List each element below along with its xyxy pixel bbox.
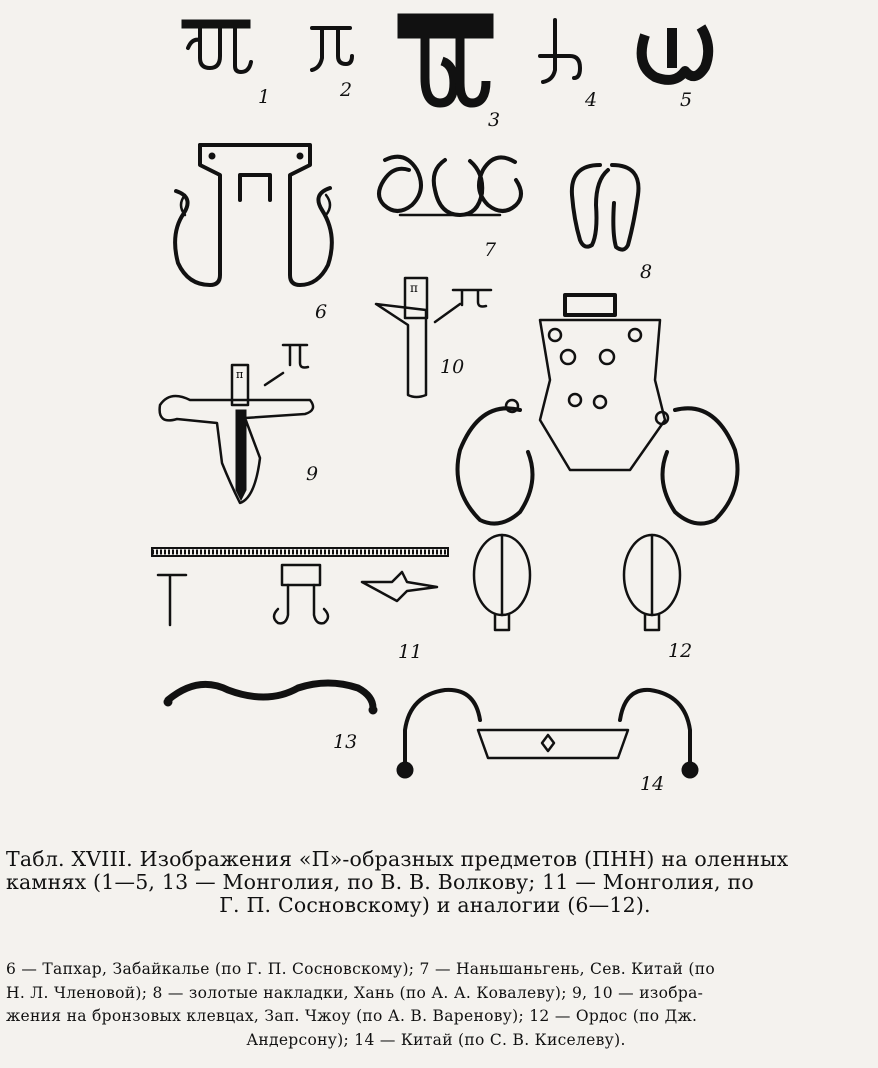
caption-notes-line-4: Андерсону); 14 — Китай (по С. В. Киселеву). — [246, 1030, 626, 1049]
figure-7-drawing — [379, 157, 521, 215]
figure-12-label: 12 — [668, 640, 693, 662]
caption-title — [6, 848, 864, 917]
figure-2-drawing — [312, 28, 352, 70]
figure-6-label: 6 — [315, 301, 328, 323]
figure-3-drawing — [398, 14, 493, 103]
figure-14-drawing — [397, 690, 698, 778]
figure-8-label: 8 — [640, 261, 653, 283]
figure-1-drawing — [182, 20, 251, 72]
caption-notes-line-2: Н. Л. Членовой); 8 — золотые накладки, Хань (по А. А. Ковалеву); 9, 10 — изобра- — [6, 983, 704, 1002]
svg-text:π: π — [236, 368, 244, 381]
figure-13-label: 13 — [333, 731, 358, 753]
figure-11-label: 11 — [398, 641, 423, 663]
figure-5-drawing — [642, 27, 709, 80]
figure-9-drawing — [160, 345, 313, 503]
figure-10-label: 10 — [440, 356, 465, 378]
figure-8-drawing — [572, 165, 639, 250]
figure-13-drawing — [164, 683, 377, 714]
svg-text:π: π — [410, 281, 418, 295]
caption-title-line-2: камнях (1—5, 13 — Монголия, по В. В. Волкову; 11 — Монголия, по — [6, 870, 754, 894]
figure-2-label: 2 — [340, 79, 353, 101]
figure-14-label: 14 — [640, 773, 665, 795]
figure-6-drawing — [175, 145, 332, 285]
figure-1-label: 1 — [258, 86, 271, 108]
caption-title-line-3: Г. П. Сосновскому) и аналогии (6—12). — [219, 893, 651, 917]
caption-notes-line-1: 6 — Тапхар, Забайкалье (по Г. П. Сосновскому); 7 — Наньшаньгень, Сев. Китай (по — [6, 960, 715, 978]
figure-4-drawing — [540, 20, 580, 82]
caption-notes-line-3: жения на бронзовых клевцах, Зап. Чжоу (по А. В. Варенову); 12 — Ордос (по Дж. — [6, 1007, 698, 1025]
figure-4-label: 4 — [585, 89, 598, 111]
figure-10-drawing — [376, 278, 491, 397]
figure-11-drawing — [152, 548, 448, 625]
figure-3-label: 3 — [488, 109, 501, 131]
caption-notes — [6, 958, 866, 1052]
figure-5-label: 5 — [680, 89, 693, 111]
caption-title-line-1: Табл. XVIII. Изображения «П»-образных предметов (ПНН) на оленных — [6, 847, 789, 871]
figure-12-drawing — [458, 295, 738, 630]
figure-9-label: 9 — [306, 463, 319, 485]
figure-7-label: 7 — [484, 239, 497, 261]
